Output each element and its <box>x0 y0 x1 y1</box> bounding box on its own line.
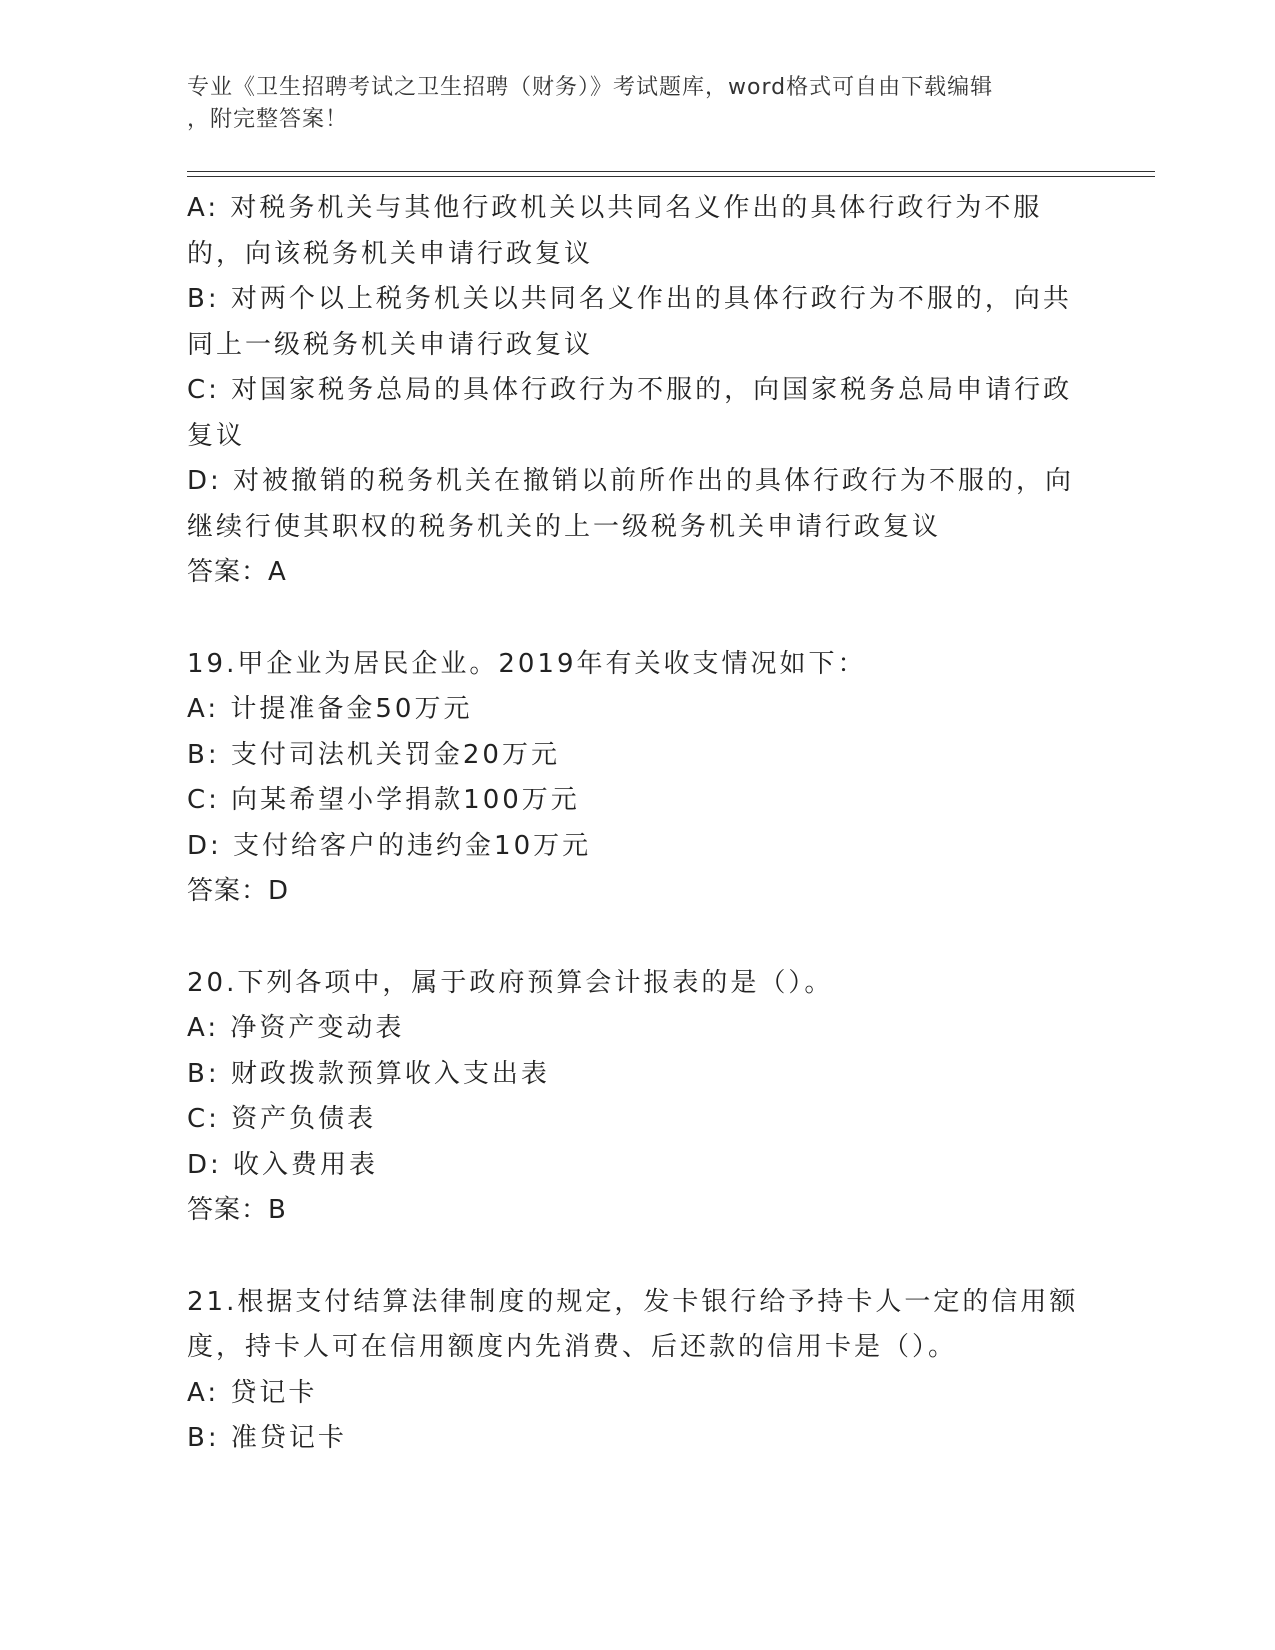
spacer <box>187 915 1087 961</box>
option-c: C: 对国家税务总局的具体行政行为不服的，向国家税务总局申请行政复议 <box>187 375 1073 451</box>
spacer <box>187 1234 1087 1280</box>
question-stem: 20.下列各项中，属于政府预算会计报表的是（）。 <box>187 967 834 998</box>
question-stem: 21.根据支付结算法律制度的规定，发卡银行给予持卡人一定的信用额度，持卡人可在信用额度内先消费、后还款的信用卡是（）。 <box>187 1286 1079 1362</box>
option-d: D: 收入费用表 <box>187 1149 379 1180</box>
option-c: C: 向某希望小学捐款100万元 <box>187 785 580 815</box>
answer: 答案：D <box>187 876 290 906</box>
header-rule-top <box>187 171 1155 172</box>
document-header <box>187 72 1077 136</box>
option-b: B: 财政拨款预算收入支出表 <box>187 1058 550 1089</box>
option-b: B: 支付司法机关罚金20万元 <box>187 739 560 770</box>
answer: 答案：A <box>187 557 287 587</box>
spacer <box>187 596 1087 642</box>
option-a: A: 计提准备金50万元 <box>187 694 473 724</box>
header-line-2: ，附完整答案！ <box>187 107 349 132</box>
header-line-1: 专业《卫生招聘考试之卫生招聘（财务）》考试题库，word格式可自由下载编辑 <box>187 75 994 100</box>
question-18 <box>187 186 1087 596</box>
option-d: D: 支付给客户的违约金10万元 <box>187 830 592 861</box>
option-a: A: 对税务机关与其他行政机关以共同名义作出的具体行政行为不服的，向该税务机关申请行政复议 <box>187 193 1043 269</box>
answer: 答案：B <box>187 1195 287 1225</box>
option-a: A: 净资产变动表 <box>187 1013 405 1043</box>
option-a: A: 贷记卡 <box>187 1377 318 1408</box>
question-stem: 19.甲企业为居民企业。2019年有关收支情况如下： <box>187 648 867 679</box>
question-21 <box>187 1280 1087 1462</box>
question-list <box>187 186 1087 1462</box>
header-rule-bottom <box>187 176 1155 177</box>
question-19 <box>187 642 1087 915</box>
option-d: D: 对被撤销的税务机关在撤销以前所作出的具体行政行为不服的，向继续行使其职权的税务机关的上一级税务机关申请行政复议 <box>187 466 1075 542</box>
option-c: C: 资产负债表 <box>187 1104 377 1134</box>
option-b: B: 准贷记卡 <box>187 1423 347 1453</box>
option-b: B: 对两个以上税务机关以共同名义作出的具体行政行为不服的，向共同上一级税务机关申请行政复议 <box>187 284 1072 360</box>
question-20 <box>187 961 1087 1234</box>
